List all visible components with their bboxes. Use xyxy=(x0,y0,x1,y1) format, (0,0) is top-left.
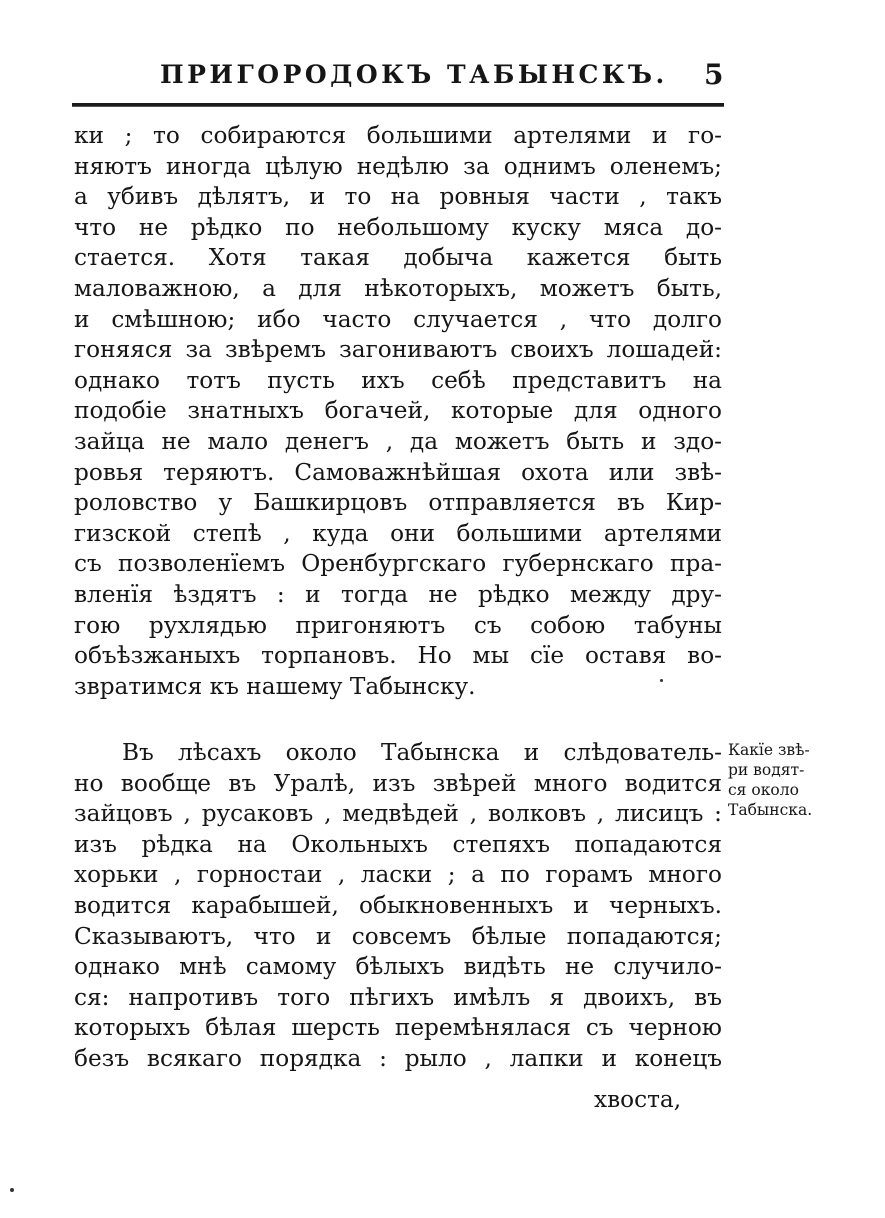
text-line: но вообще въ Уралѣ, изъ звѣрей много водится xyxy=(74,769,722,797)
text-line: гоняяся за звѣремъ загониваютъ своихъ лошадей: xyxy=(74,336,722,364)
text-line: роловство у Башкирцовъ отправляется въ Кир- xyxy=(74,489,722,517)
margin-note-line: ри водят- xyxy=(728,761,805,779)
text-line: Въ лѣсахъ около Табынска и слѣдователь- xyxy=(122,739,722,766)
header-rule xyxy=(72,103,724,107)
text-line: изъ рѣдка на Окольныхъ степяхъ попадаются xyxy=(74,830,722,858)
margin-note-line: Табынска. xyxy=(728,801,813,819)
text-line: вленїя ѣздятъ : и тогда не рѣдко между дру- xyxy=(74,580,722,608)
text-line: хорьки , горностаи , ласки ; а по горамъ много xyxy=(74,861,722,889)
text-line: зайцовъ , русаковъ , медвѣдей , волковъ , лисицъ : xyxy=(74,800,722,828)
text-line: а убивъ дѣлятъ, и то на ровныя части , такъ xyxy=(74,183,722,211)
margin-note xyxy=(728,740,838,820)
text-line: Сказываютъ, что и совсемъ бѣлые попадаются; xyxy=(74,922,722,950)
text-line: и смѣшною; ибо часто случается , что долго xyxy=(74,305,722,333)
text-line: маловажною, а для нѣкоторыхъ, можетъ быть, xyxy=(74,274,722,302)
text-line: что не рѣдко по небольшому куску мяса до- xyxy=(74,213,722,241)
text-line: ся: напротивъ того пѣгихъ имѣлъ я двоихъ, въ xyxy=(74,983,722,1011)
text-line: зайца не мало денегъ , да можетъ быть и здо- xyxy=(74,427,722,455)
text-line: которыхъ бѣлая шерсть перемѣнялася съ черною xyxy=(74,1014,722,1042)
text-line: однако тотъ пусть ихъ себѣ представитъ на xyxy=(74,366,722,394)
text-line: объѣзжаныхъ торпановъ. Но мы сїе оставя во- xyxy=(74,642,722,670)
paragraph-1 xyxy=(74,121,722,702)
text-line: стается. Хотя такая добыча кажется быть xyxy=(74,244,722,272)
paper-speck xyxy=(10,1188,14,1192)
text-line: съ позволенїемъ Оренбургскаго губернскаго пра- xyxy=(74,550,722,578)
page-number: 5 xyxy=(704,58,724,91)
text-line: звратимся къ нашему Табынску. xyxy=(74,672,476,700)
paragraph-2 xyxy=(74,738,722,1075)
text-line: подобіе знатныхъ богачей, которые для одного xyxy=(74,397,722,425)
text-line: няютъ иногда цѣлую недѣлю за однимъ оленемъ; xyxy=(74,152,722,180)
catchword: хвоста, xyxy=(594,1086,682,1113)
text-line: гою рухлядью пригоняютъ съ собою табуны xyxy=(74,611,722,639)
running-title: ПРИГОРОДОКЪ ТАБЫНСКЪ. xyxy=(160,60,668,89)
text-line: безъ всякаго порядка : рыло , лапки и конецъ xyxy=(74,1044,722,1072)
text-line: водится карабышей, обыкновенныхъ и черныхъ. xyxy=(74,891,722,919)
text-line: ки ; то собираются большими артелями и го- xyxy=(74,122,722,149)
paper-speck xyxy=(660,679,663,682)
margin-note-line: Какїе звѣ- xyxy=(728,741,810,759)
text-line: однако мнѣ самому бѣлыхъ видѣть не случило- xyxy=(74,953,722,981)
text-line: гизской степѣ , куда они большими артелями xyxy=(74,519,722,547)
text-line: ровья теряютъ. Самоважнѣйшая охота или звѣ- xyxy=(74,458,722,486)
margin-note-line: ся около xyxy=(728,781,799,799)
